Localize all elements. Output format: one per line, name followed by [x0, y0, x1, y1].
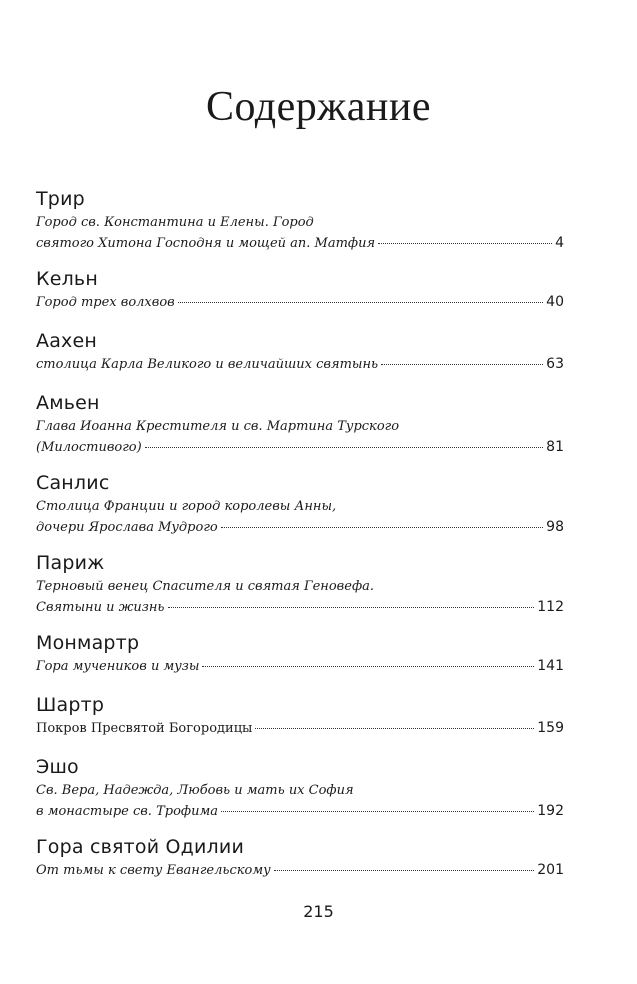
toc-leader-line — [36, 801, 564, 822]
dot-leader — [221, 811, 534, 812]
page-number: 201 — [537, 862, 564, 878]
toc-subtitle-line: в монастыре св. Трофима — [36, 804, 218, 819]
toc-leader-line — [36, 292, 564, 313]
toc-subtitle-line: дочери Ярослава Мудрого — [36, 520, 218, 535]
toc-leader-line — [36, 860, 564, 881]
dot-leader — [221, 527, 543, 528]
toc-heading: Санлис — [36, 472, 110, 494]
toc-leader-line — [36, 597, 564, 618]
dot-leader — [168, 607, 535, 608]
toc-leader-line — [36, 354, 564, 375]
toc-entry-aachen[interactable] — [36, 328, 564, 375]
toc-heading: Шартр — [36, 694, 105, 716]
toc-leader-line — [36, 233, 564, 254]
page-number: 4 — [555, 235, 564, 251]
toc-subtitle-line: Город трех волхвов — [36, 295, 175, 310]
toc-heading: Кельн — [36, 268, 98, 290]
page-number: 81 — [546, 439, 564, 455]
toc-heading: Эшо — [36, 756, 79, 778]
toc-entry-chartres[interactable] — [36, 692, 564, 739]
toc-subtitle-line: святого Хитона Господня и мощей ап. Матфия — [36, 236, 376, 251]
toc-heading: Амьен — [36, 392, 100, 414]
toc-heading: Париж — [36, 552, 105, 574]
toc-subtitle-line: От тьмы к свету Евангельскому — [36, 863, 271, 878]
toc-subtitle-line: (Милостивого) — [36, 440, 142, 455]
toc-heading: Трир — [36, 188, 85, 210]
toc-leader-line — [36, 437, 564, 458]
page-number: 192 — [537, 803, 564, 819]
toc-subtitle-line: Город св. Константина и Елены. Город — [36, 215, 314, 230]
page-folio-number: 215 — [303, 902, 334, 921]
dot-leader — [255, 728, 534, 729]
toc-entry-senlis[interactable] — [36, 470, 564, 538]
toc-entry-mont-sainte-odile[interactable] — [36, 834, 564, 881]
toc-subtitle-line: Покров Пресвятой Богородицы — [36, 721, 253, 736]
page-number: 63 — [546, 356, 564, 372]
toc-subtitle-line: Терновый венец Спасителя и святая Геновефа. — [36, 579, 374, 594]
page-title: Содержание — [205, 84, 432, 130]
dot-leader — [145, 447, 543, 448]
page-number: 40 — [546, 294, 564, 310]
toc-leader-line — [36, 656, 564, 677]
toc-leader-line — [36, 517, 564, 538]
dot-leader — [381, 364, 543, 365]
dot-leader — [378, 243, 552, 244]
toc-entry-paris[interactable] — [36, 550, 564, 618]
toc-entry-amiens[interactable] — [36, 390, 564, 458]
toc-subtitle-line: Св. Вера, Надежда, Любовь и мать их София — [36, 783, 354, 798]
toc-subtitle-line: Святыни и жизнь — [36, 600, 165, 615]
toc-subtitle-line: Глава Иоанна Крестителя и св. Мартина Турского — [36, 419, 400, 434]
toc-entry-montmartre[interactable] — [36, 630, 564, 677]
toc-heading: Аахен — [36, 330, 97, 352]
page-number: 112 — [537, 599, 564, 615]
toc-leader-line — [36, 718, 564, 739]
table-of-contents — [36, 186, 564, 881]
toc-entry-cologne[interactable] — [36, 266, 564, 313]
toc-subtitle-line: Столица Франции и город королевы Анны, — [36, 499, 337, 514]
dot-leader — [202, 666, 534, 667]
toc-heading: Гора святой Одилии — [36, 836, 244, 858]
page-number: 98 — [546, 519, 564, 535]
toc-heading: Монмартр — [36, 632, 140, 654]
toc-entry-echo[interactable] — [36, 754, 564, 822]
page-number: 159 — [537, 720, 564, 736]
page-number: 141 — [537, 658, 564, 674]
toc-subtitle-line: столица Карла Великого и величайших святынь — [36, 357, 379, 372]
dot-leader — [178, 302, 543, 303]
dot-leader — [274, 870, 535, 871]
toc-entry-trier[interactable] — [36, 186, 564, 254]
toc-subtitle-line: Гора мучеников и музы — [36, 659, 200, 674]
